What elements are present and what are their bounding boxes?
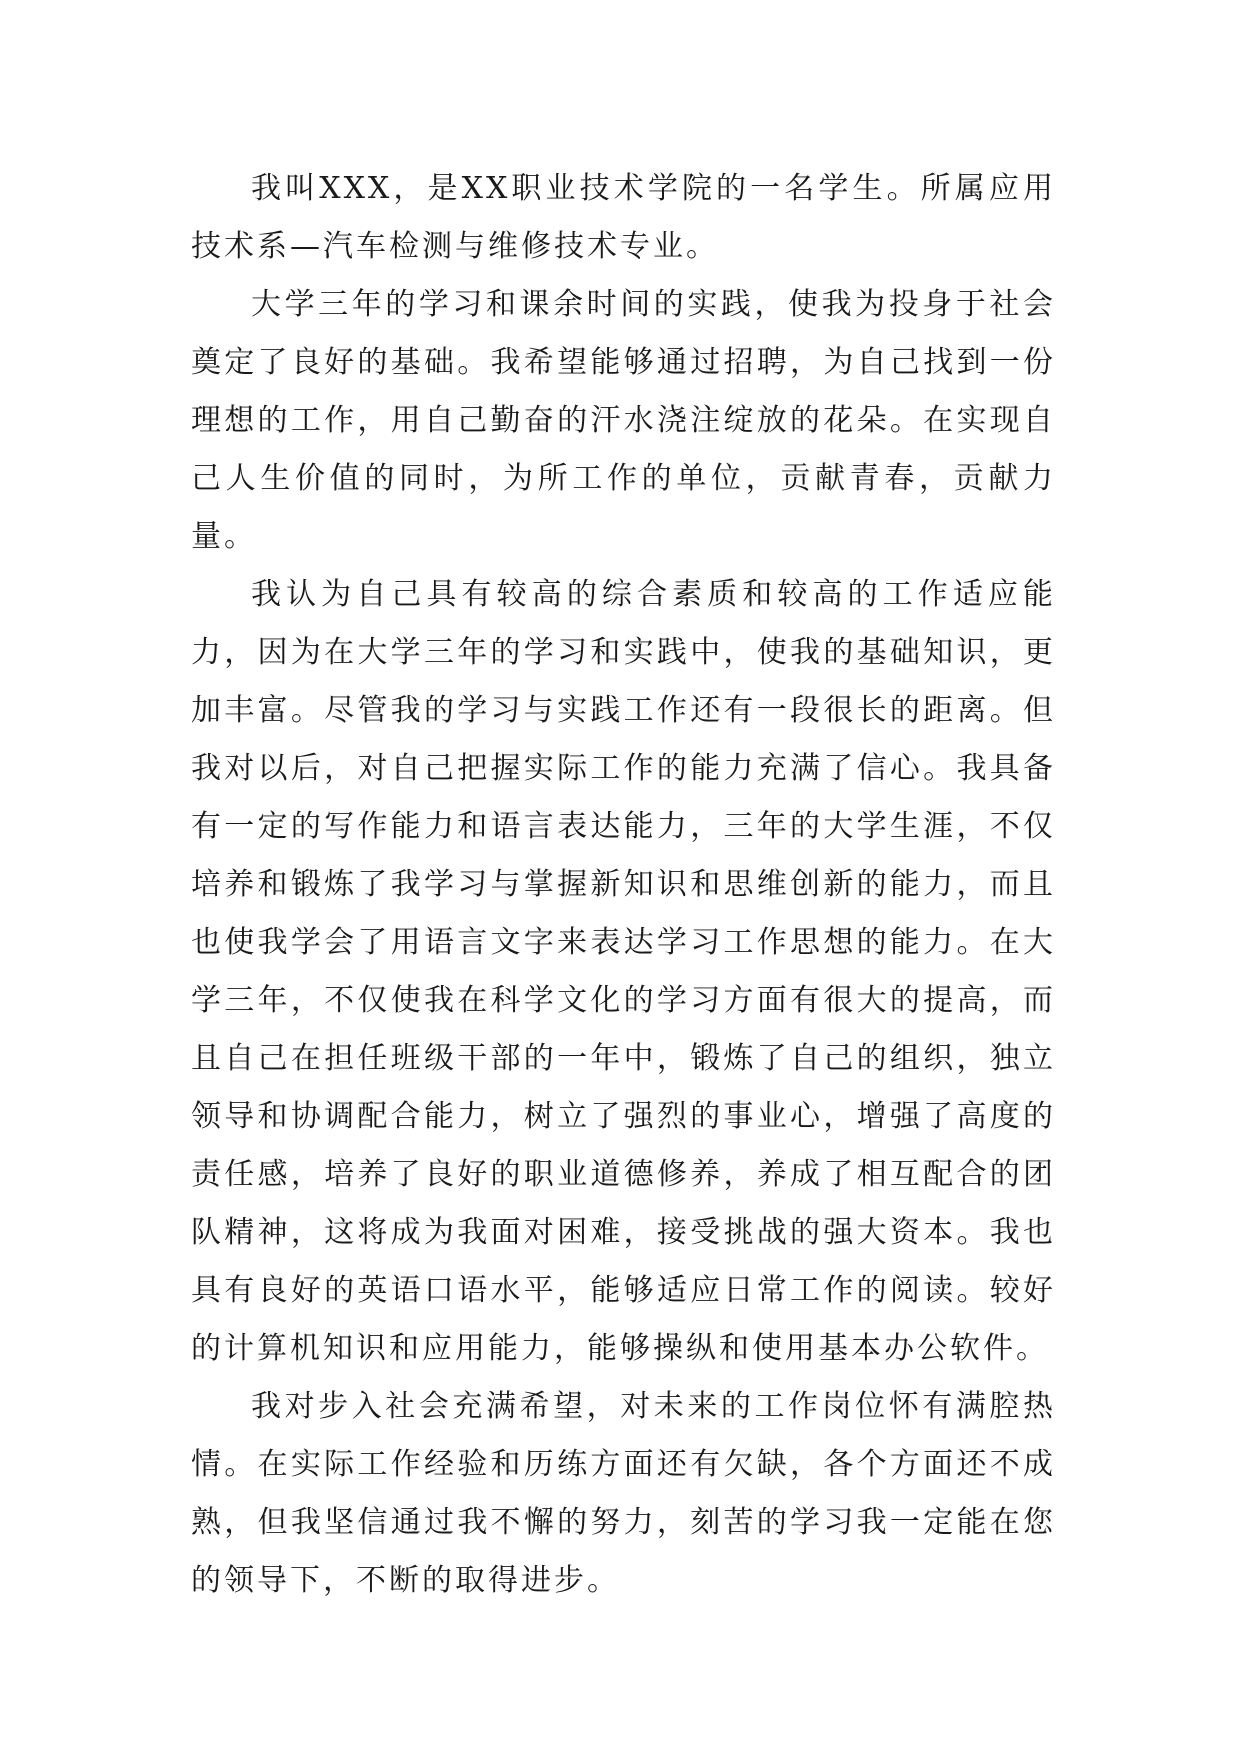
paragraph-closing: 我对步入社会充满希望，对未来的工作岗位怀有满腔热情。在实际工作经验和历练方面还有欠缺，各个方面还不成熟，但我坚信通过我不懈的努力，刻苦的学习我一定能在您的领导下，不断的取得进步。: [191, 1389, 1056, 1598]
document-body: [191, 160, 1056, 1610]
paragraph-aspiration: 大学三年的学习和课余时间的实践，使我为投身于社会奠定了良好的基础。我希望能够通过招聘，为自己找到一份理想的工作，用自己勤奋的汗水浇注绽放的花朵。在实现自己人生价值的同时，为所工作的单位，贡献青春，贡献力量。: [191, 287, 1056, 554]
paragraph-abilities: 我认为自己具有较高的综合素质和较高的工作适应能力，因为在大学三年的学习和实践中，使我的基础知识，更加丰富。尽管我的学习与实践工作还有一段很长的距离。但我对以后，对自己把握实际工作的能力充满了信心。我具备有一定的写作能力和语言表达能力，三年的大学生涯，不仅培养和锻炼了我学习与掌握新知识和思维创新的能力，而且也使我学会了用语言文字来表达学习工作思想的能力。在大学三年，不仅使我在科学文化的学习方面有很大的提高，而且自己在担任班级干部的一年中，锻炼了自己的组织，独立领导和协调配合能力，树立了强烈的事业心，增强了高度的责任感，培养了良好的职业道德修养，养成了相互配合的团队精神，这将成为我面对困难，接受挑战的强大资本。我也具有良好的英语口语水平，能够适应日常工作的阅读。较好的计算机知识和应用能力，能够操纵和使用基本办公软件。: [191, 577, 1056, 1366]
paragraph-self-introduction: 我叫XXX，是XX职业技术学院的一名学生。所属应用技术系—汽车检测与维修技术专业。: [191, 171, 1056, 264]
